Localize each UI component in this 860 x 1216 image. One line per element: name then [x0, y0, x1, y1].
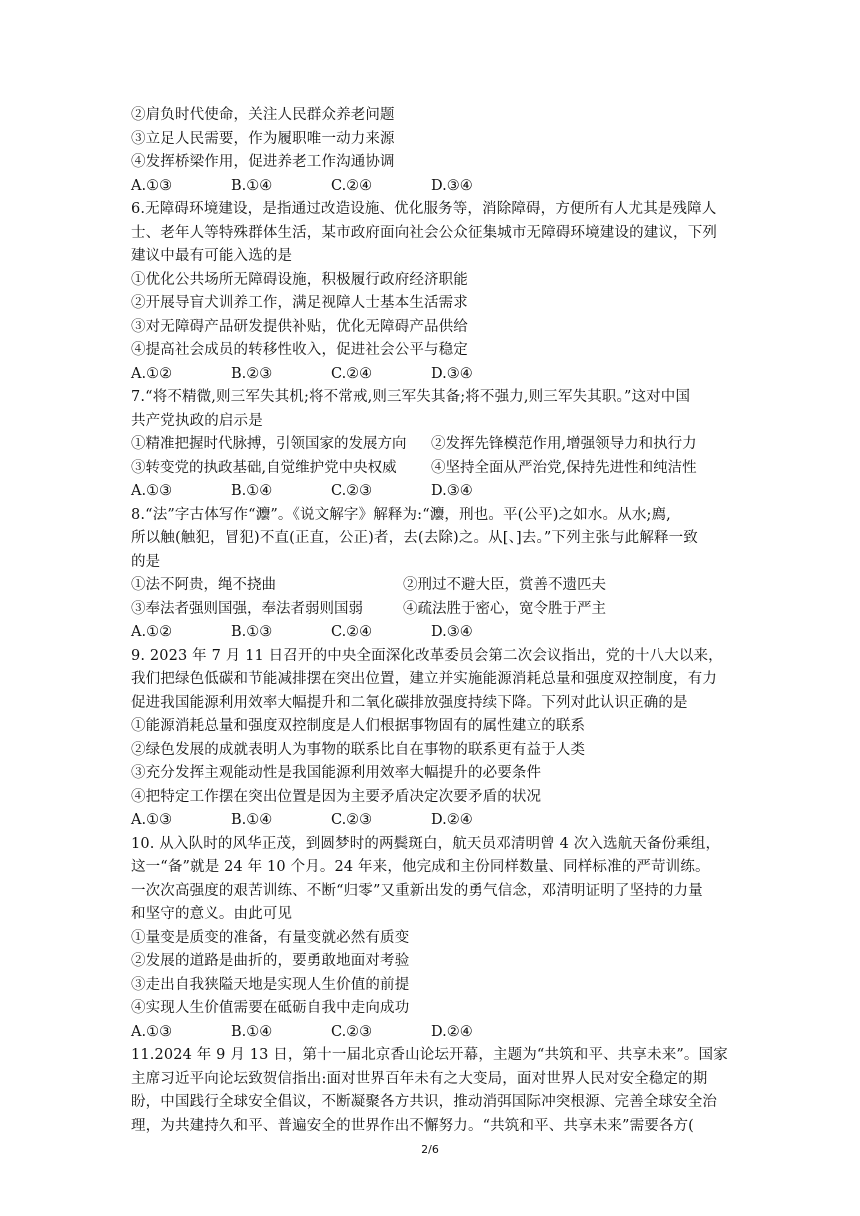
choice-item: ①优化公共场所无障碍设施，积极履行政府经济职能	[131, 271, 468, 288]
question-10	[131, 833, 731, 1045]
choice-row	[131, 598, 731, 622]
choice-item: ④实现人生价值需要在砥砺自我中走向成功	[131, 1000, 410, 1016]
question-stem: 和坚守的意义。由此可见	[131, 906, 293, 922]
choice-item: ④疏法胜于密心，宽令胜于严主	[403, 600, 606, 617]
choice-item: ③走出自我狭隘天地是实现人生价值的前提	[131, 976, 410, 993]
choice-item: ④把特定工作摆在突出位置是因为主要矛盾决定次要矛盾的状况	[131, 788, 542, 805]
option-b: B.①④	[231, 483, 273, 499]
question-stem: 11.2024 年 9 月 13 日，第十一届北京香山论坛开幕，主题为“共筑和平、共享未来”。国家	[131, 1047, 728, 1063]
question-stem: 8.“法”字古体写作“灋”。《说文解字》解释为:“灋，刑也。平(公平)之如水。从水;廌,	[131, 506, 671, 523]
question-7	[131, 386, 731, 504]
choice-item: ③充分发挥主观能动性是我国能源利用效率大幅提升的必要条件	[131, 765, 542, 781]
option-c: C.②④	[331, 365, 373, 382]
question-stem: 促进我国能源利用效率大幅提升和二氧化碳排放强度持续下降。下列对此认识正确的是	[131, 694, 688, 711]
option-b: B.②③	[231, 365, 273, 382]
question-stem: 7.“将不精微,则三军失其机;将不常戒,则三军失其备;将不强力,则三军失其职。”这对中国	[131, 389, 691, 405]
question-8	[131, 504, 731, 645]
choice-item: ③对无障碍产品研发提供补贴，优化无障碍产品供给	[131, 318, 468, 335]
option-c: C.②④	[331, 624, 373, 640]
question-stem: 主席习近平向论坛致贺信指出:面对世界百年未有之大变局，面对世界人民对安全稳定的期	[131, 1070, 708, 1087]
option-d: D.③④	[431, 365, 473, 382]
page-number: 2/6	[421, 1143, 439, 1156]
question-6	[131, 198, 731, 386]
answer-options	[131, 1021, 731, 1045]
choice-item: ③转变党的执政基础,自觉维护党中央权威	[131, 459, 397, 476]
question-stem: 一次次高强度的艰苦训练、不断“归零”又重新出发的勇气信念，邓清明证明了坚持的力量	[131, 882, 703, 899]
option-c: C.②④	[331, 177, 373, 194]
choice-row	[131, 574, 731, 598]
option-c: C.②③	[331, 812, 373, 828]
option-a: A.①②	[131, 365, 173, 382]
option-d: D.③④	[431, 483, 473, 499]
question-stem: 士、老年人等特殊群体生活，某市政府面向社会公众征集城市无障碍环境建设的建议，下列	[131, 224, 717, 241]
question-9	[131, 645, 731, 833]
option-d: D.③④	[431, 624, 473, 640]
choice-item: ①量变是质变的准备，有量变就必然有质变	[131, 929, 410, 946]
option-b: B.①④	[231, 1023, 273, 1040]
option-b: B.①③	[231, 624, 273, 640]
question-stem: 所以触(触犯，冒犯)不直(正直，公正)者，去(去除)之。从[、]去。”下列主张与此解释一致	[131, 530, 698, 546]
answer-options	[131, 621, 731, 645]
option-b: B.①④	[231, 812, 273, 828]
choice-row	[131, 457, 731, 481]
question-stem: 我们把绿色低碳和节能减排摆在突出位置，建立并实施能源消耗总量和强度双控制度，有力	[131, 671, 717, 687]
option-a: A.①③	[131, 1023, 173, 1040]
choice-row	[131, 433, 731, 457]
option-a: A.①③	[131, 483, 173, 499]
question-stem: 6.无障碍环境建设，是指通过改造设施、优化服务等，消除障碍，方便所有人尤其是残障人	[131, 201, 717, 217]
page-content	[131, 104, 731, 1138]
question-5-tail	[131, 104, 731, 198]
choice-item: ②发展的道路是曲折的，要勇敢地面对考验	[131, 953, 410, 969]
question-stem: 10. 从入队时的风华正茂，到圆梦时的两鬓斑白，航天员邓清明曾 4 次入选航天备份乘组，	[131, 835, 721, 852]
choice-item: ④发挥桥梁作用，促进养老工作沟通协调	[131, 154, 395, 170]
choice-item: ①能源消耗总量和强度双控制度是人们根据事物固有的属性建立的联系	[131, 718, 586, 734]
answer-options	[131, 809, 731, 833]
option-d: D.②④	[431, 1023, 473, 1040]
question-stem: 这一“备”就是 24 年 10 个月。24 年来，他完成和主份同样数量、同样标准的严苛训练。	[131, 859, 710, 875]
choice-item: ②开展导盲犬训养工作，满足视障人士基本生活需求	[131, 295, 468, 311]
choice-item: ②刑过不避大臣，赏善不遗匹夫	[403, 577, 606, 593]
question-stem: 9. 2023 年 7 月 11 日召开的中央全面深化改革委员会第二次会议指出，党的十八大以来，	[131, 647, 723, 664]
option-b: B.①④	[231, 177, 273, 194]
choice-item: ①法不阿贵，绳不挠曲	[131, 577, 276, 593]
option-c: C.②③	[331, 483, 373, 499]
choice-item: ①精准把握时代脉搏，引领国家的发展方向	[131, 436, 407, 452]
question-stem: 盼，中国践行全球安全倡议，不断凝聚各方共识，推动消弭国际冲突根源、完善全球安全治	[131, 1094, 717, 1110]
option-a: A.①②	[131, 624, 173, 640]
choice-item: ④提高社会成员的转移性收入，促进社会公平与稳定	[131, 342, 468, 358]
option-d: D.②④	[431, 812, 473, 828]
choice-item: ③立足人民需要，作为履职唯一动力来源	[131, 130, 395, 147]
answer-options	[131, 175, 731, 199]
choice-item: ③奉法者强则国强，奉法者弱则国弱	[131, 600, 363, 617]
choice-item: ②发挥先锋模范作用,增强领导力和执行力	[431, 436, 697, 452]
question-stem: 共产党执政的启示是	[131, 412, 263, 429]
choice-item: ②肩负时代使命，关注人民群众养老问题	[131, 107, 395, 123]
choice-item: ④坚持全面从严治党,保持先进性和纯洁性	[431, 459, 697, 476]
answer-options	[131, 363, 731, 387]
option-a: A.①③	[131, 177, 173, 194]
question-11	[131, 1044, 731, 1138]
option-c: C.②③	[331, 1023, 373, 1040]
question-stem: 的是	[131, 553, 161, 570]
option-a: A.①③	[131, 812, 173, 828]
answer-options	[131, 480, 731, 504]
choice-item: ②绿色发展的成就表明人为事物的联系比自在事物的联系更有益于人类	[131, 741, 586, 758]
option-d: D.③④	[431, 177, 473, 194]
question-stem: 建议中最有可能入选的是	[131, 248, 293, 264]
question-stem: 理，为共建持久和平、普遍安全的世界作出不懈努力。“共筑和平、共享未来”需要各方(	[131, 1117, 694, 1134]
